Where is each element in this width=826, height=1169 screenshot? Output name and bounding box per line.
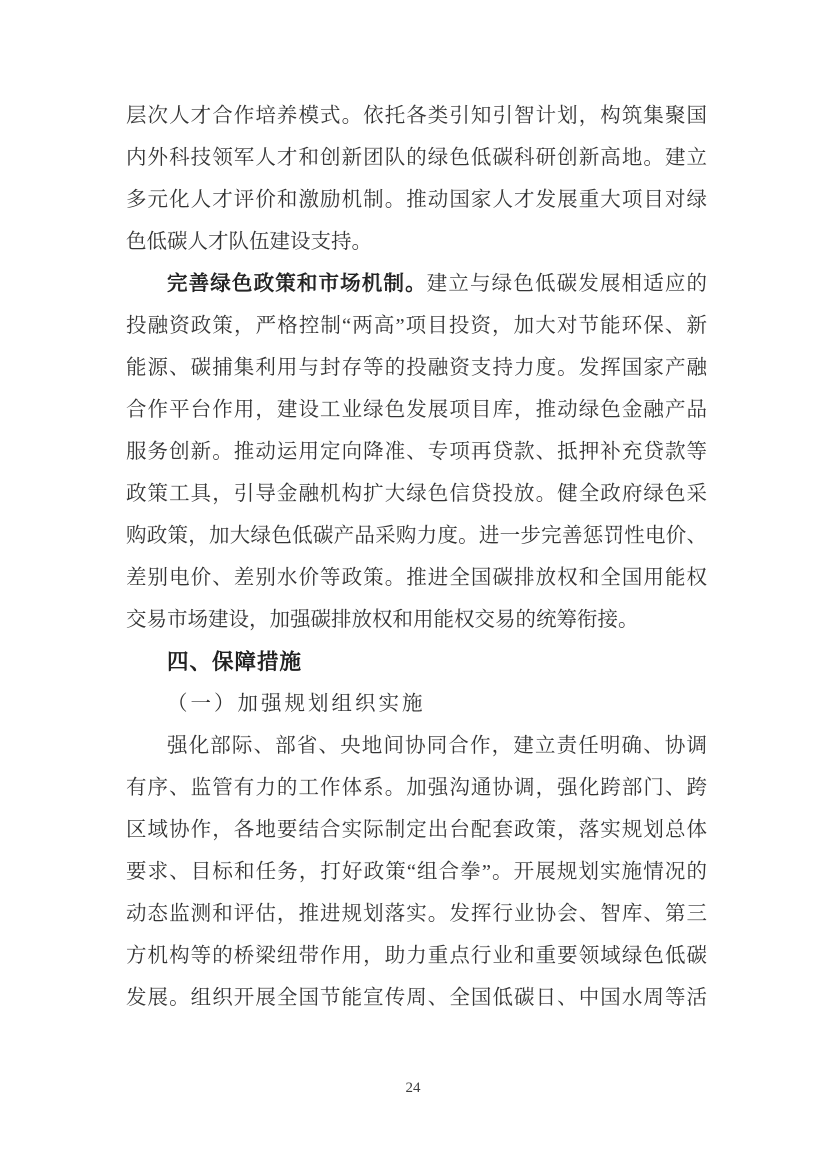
text-line: 服务创新。推动运用定向降准、专项再贷款、抵押补充贷款等 (126, 441, 707, 463)
text-line: 合作平台作用，建设工业绿色发展项目库，推动绿色金融产品 (126, 399, 707, 421)
text-line: 能源、碳捕集利用与封存等的投融资支持力度。发挥国家产融 (126, 357, 707, 379)
section-heading: 四、保障措施 (167, 650, 303, 674)
text-line: 强化部际、部省、央地间协同合作，建立责任明确、协调 (167, 735, 707, 757)
text-line: 多元化人才评价和激励机制。推动国家人才发展重大项目对绿 (126, 189, 707, 211)
text-line: 内外科技领军人才和创新团队的绿色低碳科研创新高地。建立 (126, 147, 707, 169)
bold-lead-text: 完善绿色政策和市场机制。 (167, 273, 427, 295)
text-line: 交易市场建设，加强碳排放权和用能权交易的统筹衔接。 (126, 609, 639, 631)
text-line: 色低碳人才队伍建设支持。 (126, 231, 372, 253)
text-line: 层次人才合作培养模式。依托各类引知引智计划，构筑集聚国 (126, 105, 707, 127)
text-line: 投融资政策，严格控制“两高”项目投资，加大对节能环保、新 (126, 315, 707, 337)
sub-heading: （一）加强规划组织实施 (167, 693, 426, 715)
page-number: 24 (405, 1080, 421, 1096)
text-line: 政策工具，引导金融机构扩大绿色信贷投放。健全政府绿色采 (126, 483, 707, 505)
text-block (126, 95, 707, 1019)
text-line: 差别电价、差别水价等政策。推进全国碳排放权和全国用能权 (126, 567, 707, 589)
text-line: 动态监测和评估，推进规划落实。发挥行业协会、智库、第三 (126, 903, 707, 925)
text-line: 购政策，加大绿色低碳产品采购力度。进一步完善惩罚性电价、 (126, 525, 707, 547)
text-line: 要求、目标和任务，打好政策“组合拳”。开展规划实施情况的 (126, 861, 707, 883)
text-line: 完善绿色政策和市场机制。建立与绿色低碳发展相适应的 (167, 273, 707, 295)
text-line: 区域协作，各地要结合实际制定出台配套政策，落实规划总体 (126, 819, 707, 841)
text-line: 有序、监管有力的工作体系。加强沟通协调，强化跨部门、跨 (126, 777, 707, 799)
text-line: 方机构等的桥梁纽带作用，助力重点行业和重要领域绿色低碳 (126, 945, 707, 967)
text-line: 发展。组织开展全国节能宣传周、全国低碳日、中国水周等活 (126, 987, 707, 1009)
